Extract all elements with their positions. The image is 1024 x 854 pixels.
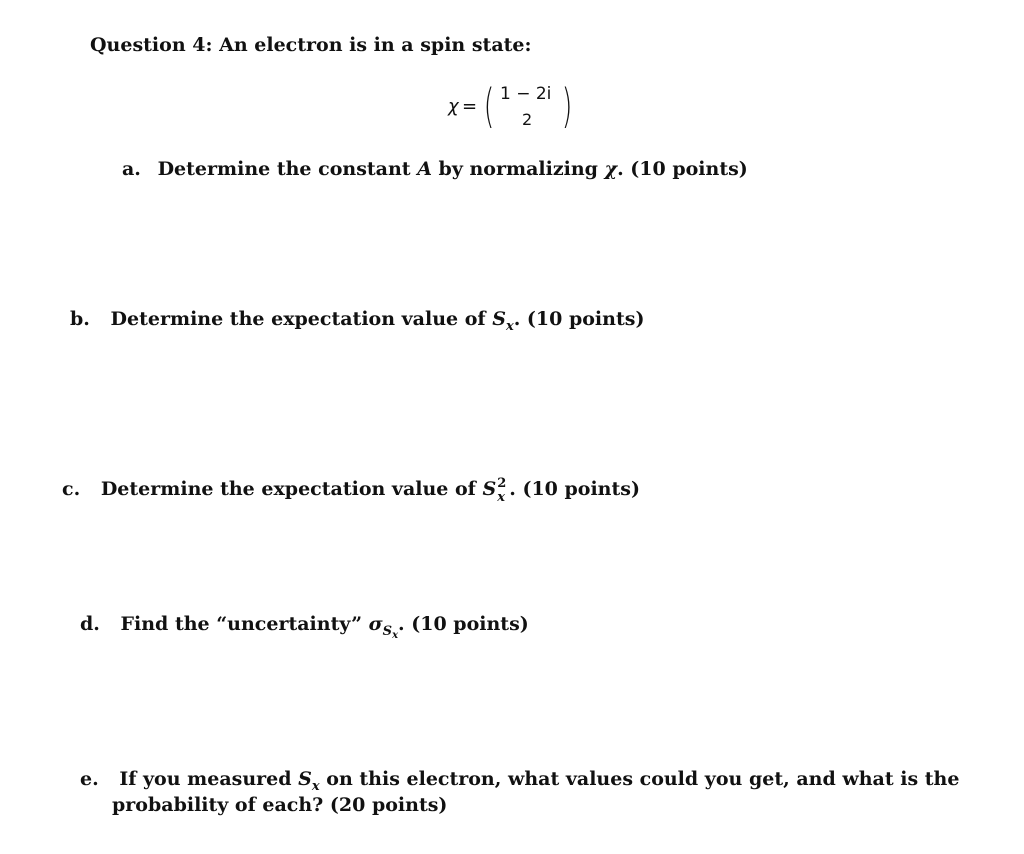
spinor-top-entry: 1 − 2i <box>500 84 552 104</box>
part-a-text-3: . (10 points) <box>617 158 748 180</box>
part-c-scripts <box>497 476 509 505</box>
equation-equals: = <box>462 96 478 117</box>
left-paren: ( <box>483 79 495 133</box>
part-d-text-2: . (10 points) <box>398 613 529 635</box>
part-a-var: A <box>417 158 432 180</box>
part-e-text-2: on this electron, what values could you get, and what is the <box>319 768 960 790</box>
part-d-text-1: Find the “uncertainty” <box>120 613 369 635</box>
question-title: Question 4: An electron is in a spin state: <box>90 34 532 56</box>
part-b-label: b. <box>70 308 90 330</box>
part-a-text-2: by normalizing <box>431 158 605 180</box>
equation-lhs: χ <box>448 96 459 117</box>
part-d <box>80 611 529 649</box>
spinor-bottom-entry: 2 <box>522 110 533 129</box>
part-b-text-2: . (10 points) <box>513 308 645 330</box>
part-e-text-1: If you measured <box>119 768 299 790</box>
part-e-sym: S <box>298 768 312 790</box>
part-a <box>122 156 748 182</box>
part-e-sub: x <box>311 779 320 794</box>
part-c-text-2: . (10 points) <box>509 478 640 500</box>
part-c-text-1: Determine the expectation value of <box>100 478 483 500</box>
part-e-line-2: probability of each? (20 points) <box>112 794 448 816</box>
part-a-label: a. <box>122 158 141 180</box>
spin-state-equation <box>448 79 578 134</box>
part-b <box>70 306 644 340</box>
part-c <box>62 476 640 505</box>
part-b-sym: S <box>492 308 506 330</box>
part-d-sub: Sx <box>382 624 399 641</box>
part-d-sym: σ <box>368 613 383 635</box>
part-b-text-1: Determine the expectation value of <box>110 308 493 330</box>
part-a-var2: χ <box>604 158 618 180</box>
part-b-sub: x <box>505 319 514 334</box>
part-e-label: e. <box>80 768 99 790</box>
part-c-label: c. <box>62 478 81 500</box>
part-d-label: d. <box>80 613 100 635</box>
part-d-subsub: x <box>392 630 399 641</box>
right-paren: ) <box>561 79 573 133</box>
part-c-sub: x <box>497 490 505 505</box>
part-a-text-1: Determine the constant <box>157 158 418 180</box>
part-c-sup: 2 <box>497 476 507 491</box>
part-c-sym: S <box>482 478 497 500</box>
